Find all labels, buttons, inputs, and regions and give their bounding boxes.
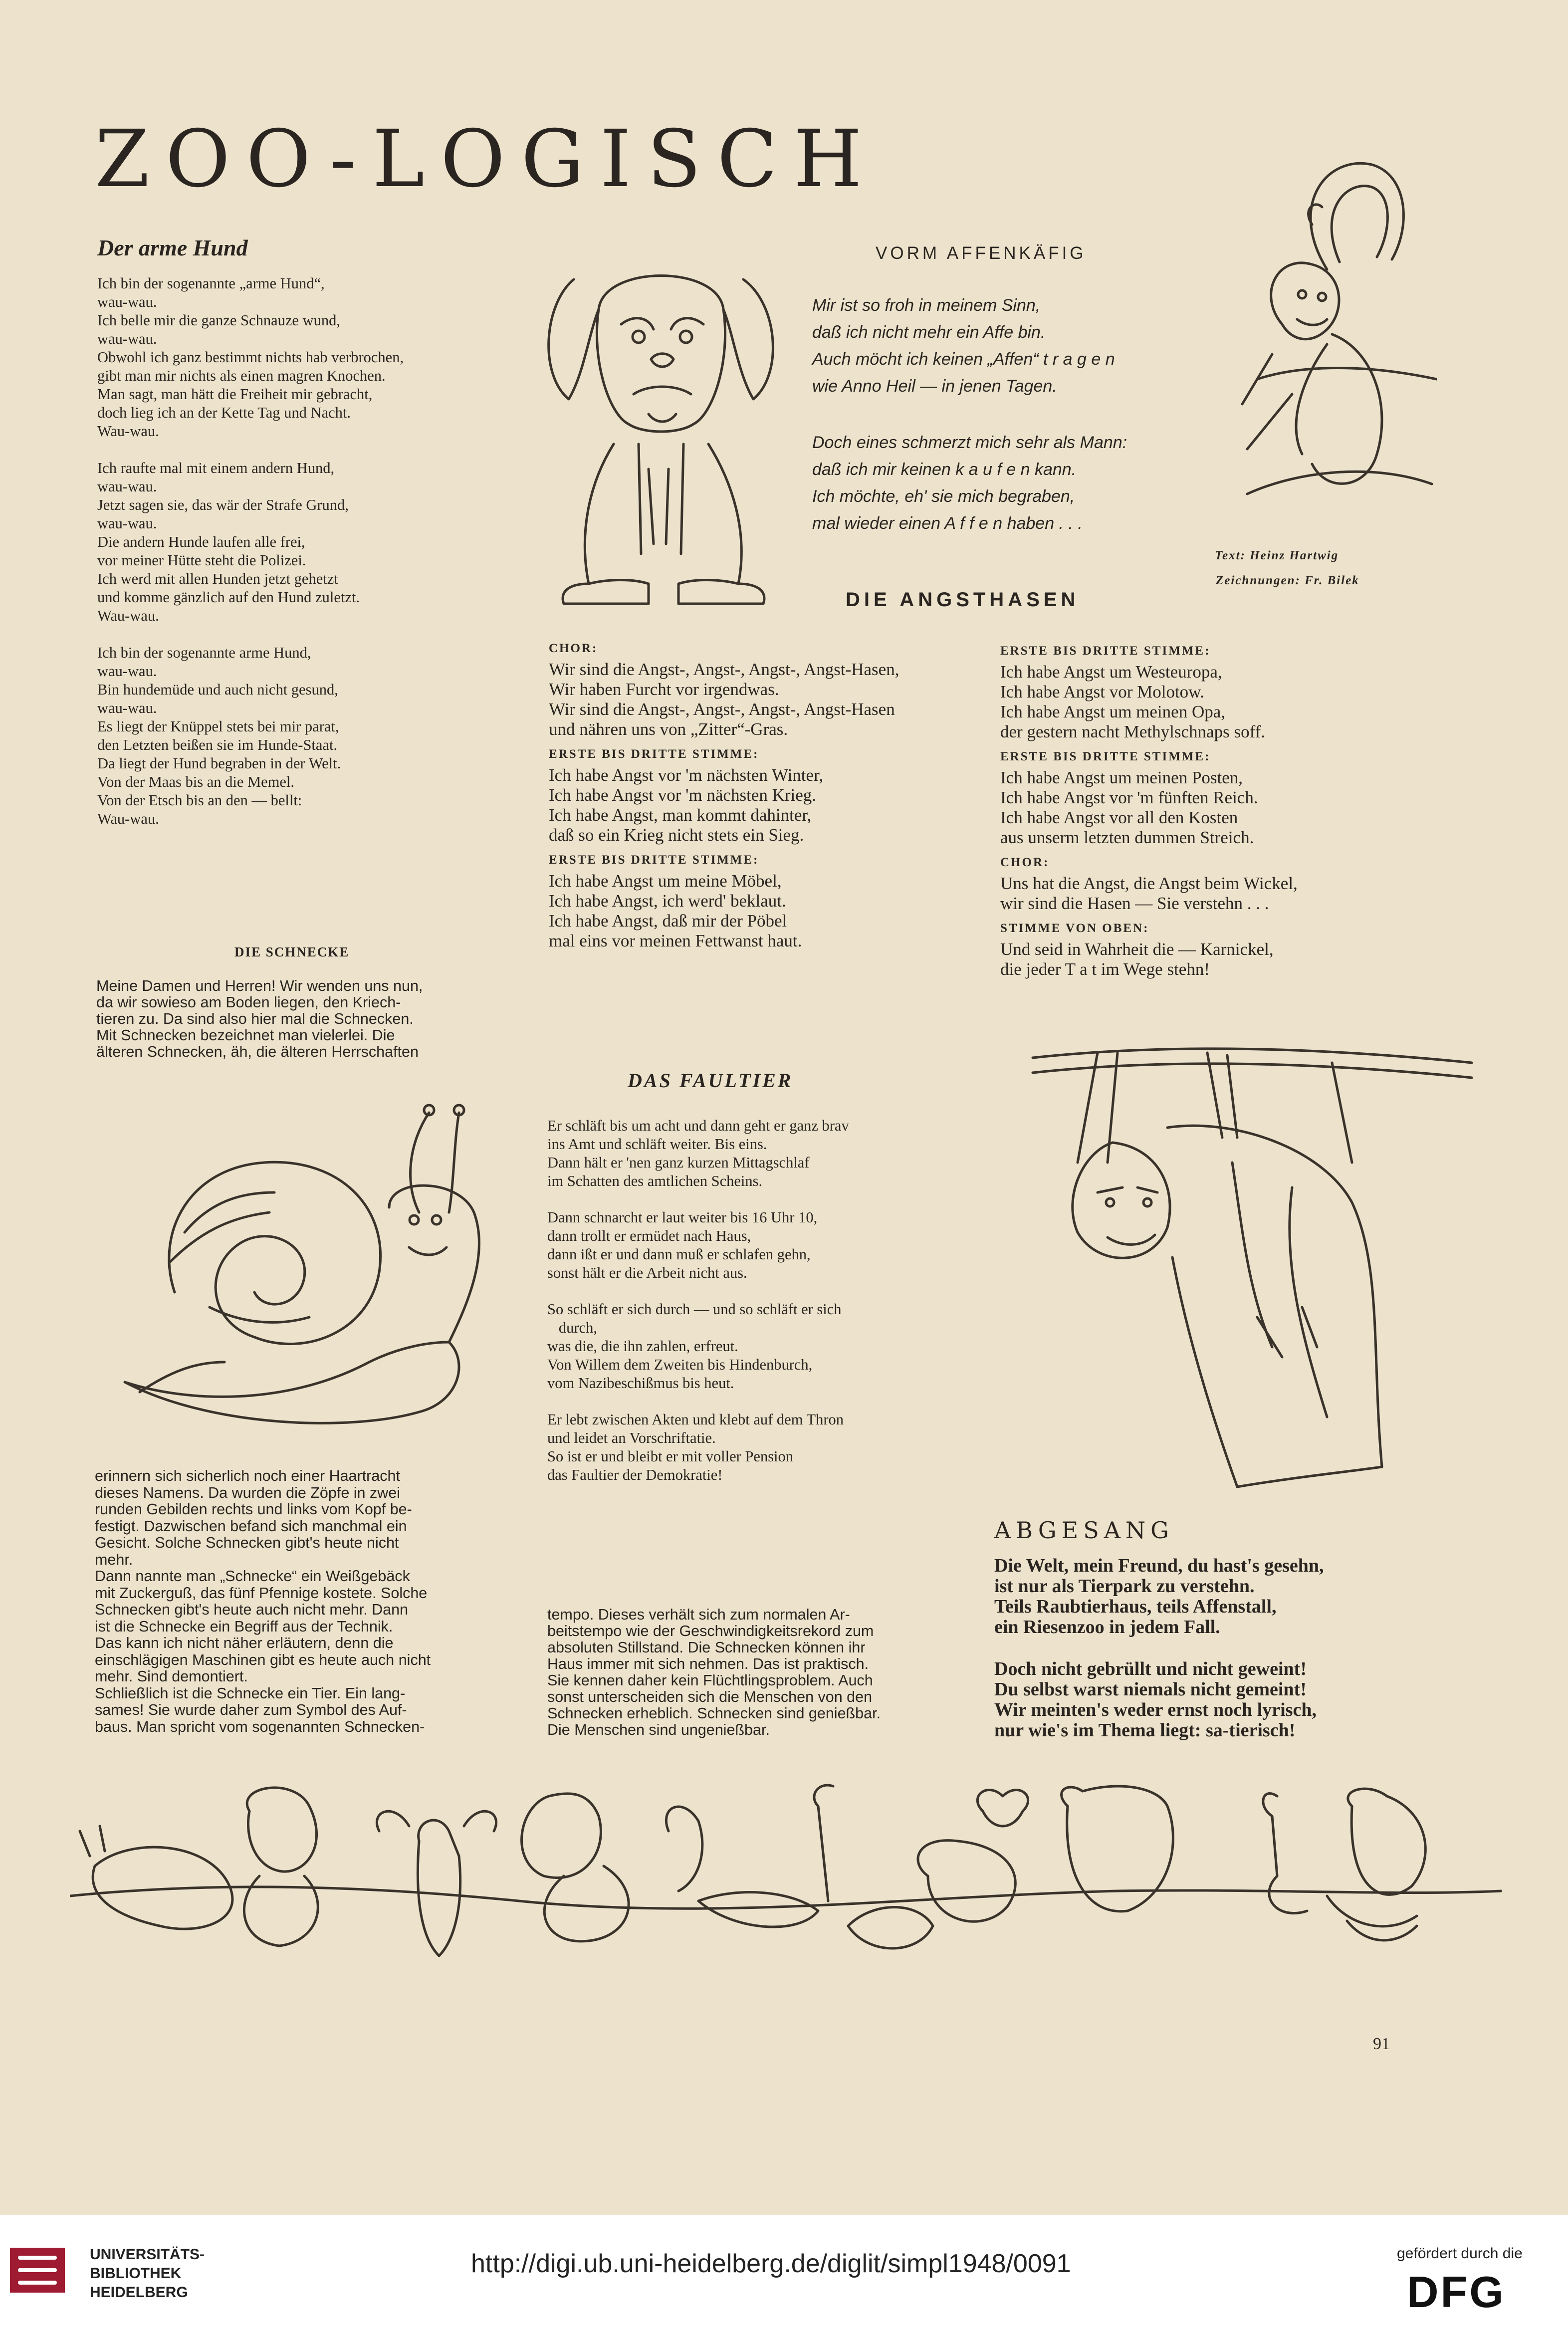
schnecke-end [547, 1607, 881, 1738]
voice-label: STIMME VON OBEN: [1000, 922, 1149, 935]
voice-label: ERSTE BIS DRITTE STIMME: [549, 853, 759, 867]
text-line: Die Welt, mein Freund, du hast's gesehn, [994, 1555, 1324, 1576]
text-line: wau-wau. [97, 663, 157, 680]
text-line: So schläft er sich durch — und so schläft er sich [547, 1301, 842, 1318]
library-name-line-2: BIBLIOTHEK [90, 2265, 182, 2282]
text-line [97, 625, 404, 644]
text-line: was die, die ihn zahlen, erfreut. [547, 1338, 738, 1355]
hund-title: Der arme Hund [97, 235, 248, 260]
text-line: Jetzt sagen sie, das wär der Strafe Grund, [97, 496, 349, 513]
hund-poem [97, 274, 404, 828]
text-line: mit Zuckerguß, das fünf Pfennige kostete. Solche [95, 1584, 428, 1602]
text-line: tieren zu. Da sind also hier mal die Schnecken. [96, 1010, 414, 1027]
dfg-logo: DFG [1407, 2267, 1506, 2317]
abgesang-stanza-2 [994, 1659, 1317, 1741]
text-line: Schnecken erheblich. Schnecken sind genießbar. [547, 1705, 881, 1722]
text-line: wie Anno Heil — in jenen Tagen. [812, 377, 1057, 396]
text-line: mal eins vor meinen Fettwanst haut. [549, 931, 802, 950]
text-line: Ich habe Angst vor all den Kosten [1000, 808, 1238, 827]
text-line: Er schläft bis um acht und dann geht er ganz brav [547, 1117, 849, 1134]
text-line: Doch nicht gebrüllt und nicht geweint! [994, 1658, 1307, 1679]
text-line: Uns hat die Angst, die Angst beim Wickel, [1000, 874, 1298, 893]
text-line: im Schatten des amtlichen Scheins. [547, 1172, 763, 1189]
text-line: wau-wau. [97, 700, 157, 716]
text-line: Ich habe Angst um meine Möbel, [549, 871, 782, 891]
text-line: wau-wau. [97, 478, 157, 495]
stanza-gap [547, 1393, 849, 1410]
text-line: Sie kennen daher kein Flüchtlingsproblem. Auch [547, 1672, 873, 1689]
text-line: daß ich mir keinen k a u f e n kann. [812, 460, 1077, 479]
stanza-gap [547, 1282, 849, 1300]
angst-title: DIE ANGSTHASEN [846, 589, 1080, 611]
text-line: dann trollt er ermüdet nach Haus, [547, 1227, 751, 1244]
voice-label: ERSTE BIS DRITTE STIMME: [549, 747, 759, 761]
text-line: Da liegt der Hund begraben in der Welt. [97, 755, 341, 772]
text-line: Ich habe Angst, daß mir der Pöbel [549, 911, 787, 931]
stanza-gap [547, 1190, 849, 1208]
text-line: Ich habe Angst vor 'm nächsten Krieg. [549, 785, 817, 805]
text-line: Wau-wau. [97, 810, 159, 827]
text-line: Wir sind die Angst-, Angst-, Angst-, Angst-Hasen [549, 700, 895, 719]
text-line: nur wie's im Thema liegt: sa-tierisch! [994, 1720, 1296, 1741]
angst-left-column [549, 634, 998, 951]
abgesang-title: ABGESANG [994, 1517, 1174, 1544]
text-line: und nähren uns von „Zitter“-Gras. [549, 719, 788, 739]
text-line: Ich habe Angst vor Molotow. [1000, 682, 1204, 702]
text-line: Die Menschen sind ungenießbar. [547, 1721, 770, 1738]
text-line: Meine Damen und Herren! Wir wenden uns nun, [96, 977, 423, 994]
text-line: Dann nannte man „Schnecke“ ein Weißgebäck [95, 1568, 410, 1585]
text-line [97, 441, 404, 459]
text-line: Teils Raubtierhaus, teils Affenstall, [994, 1596, 1277, 1617]
text-line: Doch eines schmerzt mich sehr als Mann: [812, 433, 1127, 452]
text-line: sonst hält er die Arbeit nicht aus. [547, 1264, 747, 1281]
text-line: Mit Schnecken bezeichnet man vielerlei. Die [96, 1027, 395, 1044]
text-line: erinnern sich sicherlich noch einer Haartracht [95, 1467, 400, 1484]
text-line: und leidet an Vorschriftatie. [547, 1429, 716, 1446]
text-line: ist nur als Tierpark zu verstehn. [994, 1576, 1255, 1597]
footer-bar [0, 2215, 1568, 2344]
text-line: Ich raufte mal mit einem andern Hund, [97, 460, 335, 476]
text-line: festigt. Dazwischen befand sich manchmal ein [95, 1517, 407, 1535]
text-line: und komme gänzlich auf den Hund zuletzt. [97, 589, 360, 606]
text-line: da wir sowieso am Boden liegen, den Kriech- [96, 994, 401, 1011]
text-line: aus unserm letzten dummen Streich. [1000, 828, 1254, 847]
text-line: ein Riesenzoo in jedem Fall. [994, 1617, 1220, 1638]
voice-label: ERSTE BIS DRITTE STIMME: [1000, 644, 1211, 658]
text-line: älteren Schnecken, äh, die älteren Herrschaften [96, 1043, 419, 1060]
schnecke-title: DIE SCHNECKE [234, 944, 350, 959]
faultier-title: DAS FAULTIER [628, 1069, 793, 1092]
text-line: doch lieg ich an der Kette Tag und Nacht. [97, 404, 351, 421]
text-line: Wau-wau. [97, 607, 159, 624]
text-line: Ich habe Angst um meinen Posten, [1000, 768, 1243, 787]
affen-title: VORM AFFENKÄFIG [876, 243, 1087, 263]
text-line: Schnecken gibt's heute auch nicht mehr. Dann [95, 1601, 409, 1618]
text-line: Bin hundemüde und auch nicht gesund, [97, 681, 338, 698]
text-line: dann ißt er und dann muß er schlafen gehn, [547, 1246, 811, 1263]
text-line: Schließlich ist die Schnecke ein Tier. Ein lang- [95, 1684, 406, 1702]
animal-parade-drawing [70, 1776, 1502, 1976]
text-line: ist die Schnecke ein Begriff aus der Technik. [95, 1618, 393, 1635]
text-line: beitstempo wie der Geschwindigkeitsrekord zum [547, 1623, 874, 1640]
text-line: Wir meinten's weder ernst noch lyrisch, [994, 1699, 1317, 1720]
text-line: tempo. Dieses verhält sich zum normalen Ar- [547, 1606, 850, 1623]
schnecke-intro [96, 978, 423, 1060]
text-line: baus. Man spricht vom sogenannten Schnecken- [95, 1718, 425, 1735]
voice-label: CHOR: [549, 642, 598, 655]
angst-right-column [1000, 636, 1474, 979]
text-line: einschlägigen Maschinen gibt es heute auch nicht [95, 1651, 431, 1668]
text-line: Er lebt zwischen Akten und klebt auf dem Thron [547, 1411, 844, 1428]
text-line: ins Amt und schläft weiter. Bis eins. [547, 1136, 767, 1153]
text-line: das Faultier der Demokratie! [547, 1466, 723, 1483]
text-line: wir sind die Hasen — Sie verstehn . . . [1000, 894, 1269, 913]
text-line: Haus immer mit sich nehmen. Das ist praktisch. [547, 1655, 869, 1672]
affen-stanza-2 [812, 429, 1127, 537]
faultier-poem [547, 1117, 849, 1484]
text-line: wau-wau. [97, 515, 157, 532]
text-line: der gestern nacht Methylschnaps soff. [1000, 722, 1266, 741]
text-line: runden Gebilden rechts und links vom Kopf be- [95, 1501, 412, 1518]
text-line: Wir haben Furcht vor irgendwas. [549, 680, 779, 699]
text-line: Ich belle mir die ganze Schnauze wund, [97, 312, 340, 329]
page-title: ZOO-LOGISCH [95, 113, 879, 205]
text-line: sames! Sie wurde daher zum Symbol des Auf- [95, 1701, 407, 1718]
text-line: Obwohl ich ganz bestimmt nichts hab verbrochen, [97, 349, 404, 366]
text-line: die jeder T a t im Wege stehn! [1000, 959, 1210, 979]
text-line: durch, [547, 1319, 597, 1336]
text-line: gibt man mir nichts als einen magren Knochen. [97, 367, 386, 384]
library-name-line-1: UNIVERSITÄTS- [90, 2246, 205, 2263]
text-line: daß so ein Krieg nicht stets ein Sieg. [549, 825, 804, 845]
text-line: daß ich nicht mehr ein Affe bin. [812, 323, 1046, 342]
text-line: mal wieder einen A f f e n haben . . . [812, 514, 1083, 533]
text-line: absoluten Stillstand. Die Schnecken können ihr [547, 1639, 866, 1656]
library-logo-icon [5, 2243, 70, 2298]
text-line: Mir ist so froh in meinem Sinn, [812, 296, 1041, 315]
text-line: Das kann ich nicht näher erläutern, denn die [95, 1635, 394, 1651]
snail-drawing [110, 1083, 539, 1442]
text-line: Es liegt der Knüppel stets bei mir parat, [97, 718, 339, 735]
text-line: Dann schnarcht er laut weiter bis 16 Uhr 10, [547, 1209, 818, 1226]
text-line: Man sagt, man hätt die Freiheit mir gebracht, [97, 386, 373, 403]
credit-text: Text: Heinz Hartwig [1215, 549, 1339, 562]
abgesang-stanza-1 [994, 1556, 1324, 1638]
text-line: Du selbst warst niemals nicht gemeint! [994, 1679, 1307, 1700]
credit-drawings: Zeichnungen: Fr. Bilek [1216, 574, 1359, 587]
text-line: Von Willem dem Zweiten bis Hindenburch, [547, 1356, 813, 1373]
text-line: Und seid in Wahrheit die — Karnickel, [1000, 939, 1274, 959]
text-line: Ich habe Angst um Westeuropa, [1000, 662, 1222, 682]
sloth-drawing [1023, 1038, 1482, 1507]
text-line: wau-wau. [97, 293, 157, 310]
text-line: den Letzten beißen sie im Hunde-Staat. [97, 736, 338, 753]
text-line: Ich habe Angst vor 'm fünften Reich. [1000, 788, 1258, 807]
text-line: Ich bin der sogenannte „arme Hund“, [97, 275, 325, 292]
voice-label: ERSTE BIS DRITTE STIMME: [1000, 750, 1211, 763]
text-line: Ich habe Angst, man kommt dahinter, [549, 805, 812, 825]
text-line: Gesicht. Solche Schnecken gibt's heute nicht [95, 1534, 399, 1551]
text-line: Ich habe Angst, ich werd' beklaut. [549, 891, 786, 911]
text-line: Die andern Hunde laufen alle frei, [97, 533, 305, 550]
text-line: Auch möcht ich keinen „Affen“ t r a g e n [812, 350, 1115, 369]
text-line: Wau-wau. [97, 423, 159, 440]
schnecke-continuation [95, 1468, 431, 1735]
voice-label: CHOR: [1000, 856, 1050, 869]
library-name-line-3: HEIDELBERG [90, 2284, 188, 2301]
text-line: wau-wau. [97, 330, 157, 347]
text-line: dieses Namens. Da wurden die Zöpfe in zwei [95, 1484, 400, 1501]
permalink-url[interactable]: http://digi.ub.uni-heidelberg.de/diglit/simpl1948/0091 [471, 2249, 1071, 2278]
text-line: mehr. Sind demontiert. [95, 1668, 248, 1685]
text-line: sonst unterscheiden sich die Menschen von den [547, 1688, 873, 1705]
text-line: Ich möchte, eh' sie mich begraben, [812, 487, 1075, 506]
funded-by-label: gefördert durch die [1397, 2245, 1523, 2262]
dog-drawing [534, 234, 788, 614]
text-line: Ich werd mit allen Hunden jetzt gehetzt [97, 570, 338, 587]
monkey-drawing [1227, 145, 1437, 514]
text-line: So ist er und bleibt er mit voller Pension [547, 1448, 794, 1465]
affen-stanza-1 [812, 292, 1115, 400]
text-line: Von der Maas bis an die Memel. [97, 773, 295, 790]
text-line: Ich bin der sogenannte arme Hund, [97, 644, 311, 661]
text-line: Wir sind die Angst-, Angst-, Angst-, Angst-Hasen, [549, 660, 899, 679]
text-line: Von der Etsch bis an den — bellt: [97, 792, 302, 809]
text-line: vom Nazibeschißmus bis heut. [547, 1375, 734, 1392]
text-line: vor meiner Hütte steht die Polizei. [97, 552, 306, 569]
text-line: Ich habe Angst um meinen Opa, [1000, 702, 1226, 721]
text-line: Ich habe Angst vor 'm nächsten Winter, [549, 765, 824, 785]
text-line: mehr. [95, 1551, 133, 1568]
text-line: Dann hält er 'nen ganz kurzen Mittagschlaf [547, 1154, 810, 1171]
page-number: 91 [1373, 2035, 1390, 2053]
